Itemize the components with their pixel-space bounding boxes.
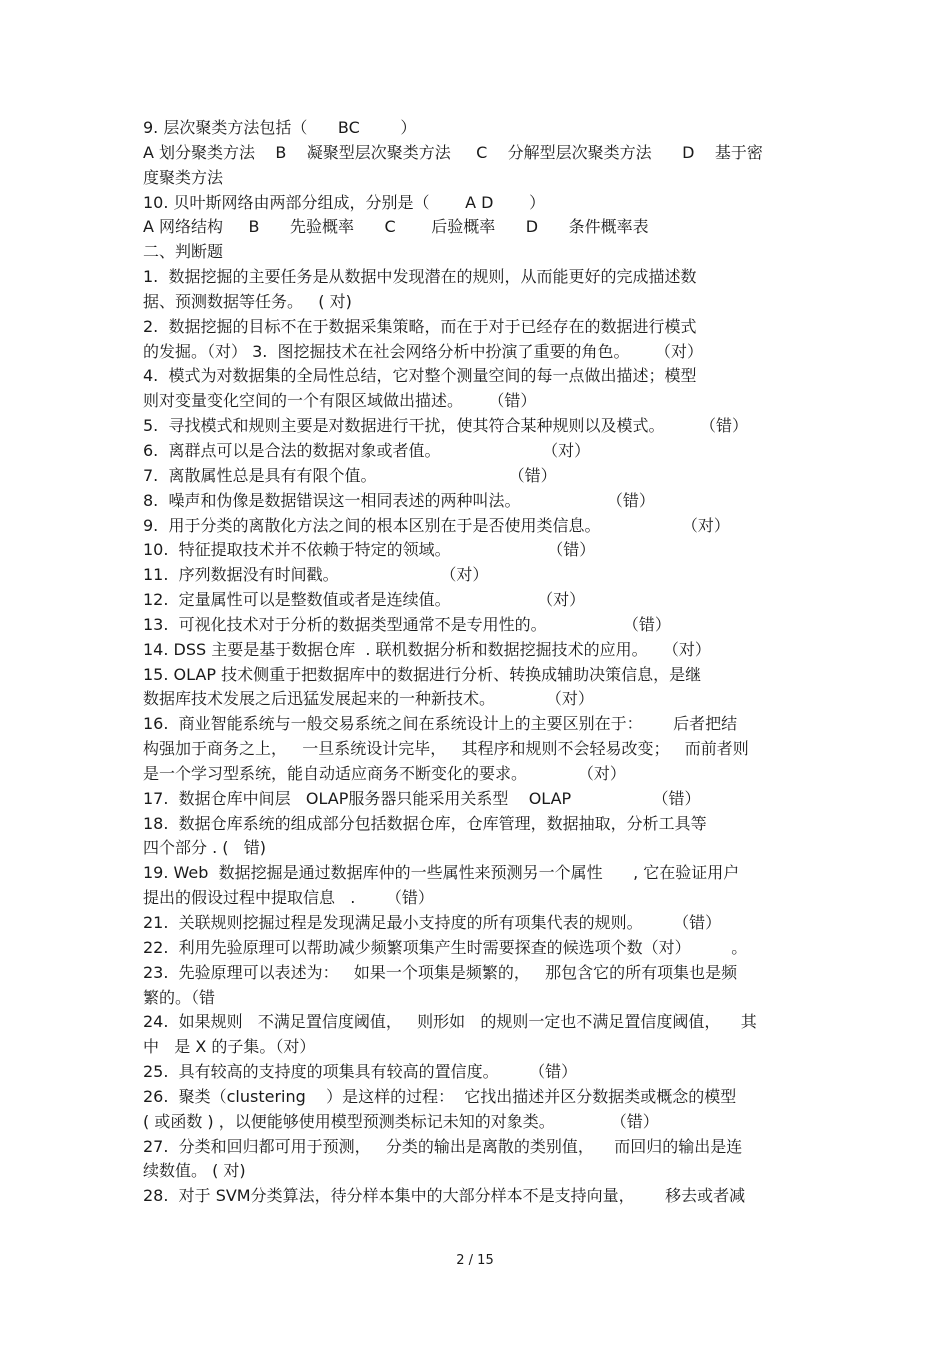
text-line: 繁的。（错 xyxy=(143,987,216,1007)
text-line: 8. 噪声和伪像是数据错误这一相同表述的两种叫法。 （错） xyxy=(143,490,655,510)
document-body xyxy=(143,116,808,1209)
text-line: 28. 对于 SVM分类算法，待分样本集中的大部分样本不是支持向量， 移去或者减 xyxy=(143,1186,746,1206)
text-line: 26. 聚类（clustering ）是这样的过程： 它找出描述并区分数据类或概念的模型 xyxy=(143,1086,737,1106)
text-line: 续数值。 ( 对) xyxy=(143,1161,246,1181)
text-line: 10. 特征提取技术并不依赖于特定的领域。 （错） xyxy=(143,540,596,560)
text-line: 9. 层次聚类方法包括（ BC ） xyxy=(143,118,417,137)
text-line: 4. 模式为对数据集的全局性总结，它对整个测量空间的每一点做出描述；模型 xyxy=(143,366,697,386)
text-line: 提出的假设过程中提取信息 . （错） xyxy=(143,888,434,908)
text-line: 16. 商业智能系统与一般交易系统之间在系统设计上的主要区别在于： 后者把结 xyxy=(143,714,738,734)
text-line: 二、判断题 xyxy=(143,242,224,262)
text-line: 19. Web 数据挖掘是通过数据库仲的一些属性来预测另一个属性 , 它在验证用户 xyxy=(143,863,740,883)
text-line: A 网络结构 B 先验概率 C 后验概率 D 条件概率表 xyxy=(143,217,649,237)
text-line: 15. OLAP 技术侧重于把数据库中的数据进行分析、转换成辅助决策信息，是继 xyxy=(143,664,702,684)
text-line: 中 是 X 的子集。（对） xyxy=(143,1037,316,1057)
text-line: 度聚类方法 xyxy=(143,167,224,187)
text-line: 21. 关联规则挖掘过程是发现满足最小支持度的所有项集代表的规则。 （错） xyxy=(143,913,722,932)
text-line: 数据库技术发展之后迅猛发展起来的一种新技术。 （对） xyxy=(143,689,594,709)
text-line: 6. 离群点可以是合法的数据对象或者值。 （对） xyxy=(143,440,591,460)
text-line: 的发掘。（对） 3. 图挖掘技术在社会网络分析中扮演了重要的角色。 （对） xyxy=(143,341,703,361)
text-line: 据、预测数据等任务。 ( 对) xyxy=(143,291,352,311)
text-line: 27. 分类和回归都可用于预测， 分类的输出是离散的类别值， 而回归的输出是连 xyxy=(143,1136,743,1156)
text-line: 5. 寻找模式和规则主要是对数据进行干扰，使其符合某种规则以及模式。 （错） xyxy=(143,416,749,436)
page-number: 2 / 15 xyxy=(456,1253,494,1268)
text-line: 25. 具有较高的支持度的项集具有较高的置信度。 （错） xyxy=(143,1062,578,1082)
text-line: 四个部分 . ( 错) xyxy=(143,838,267,858)
text-line: 24. 如果规则 不满足置信度阈值， 则形如 的规则一定也不满足置信度阈值， 其 xyxy=(143,1012,757,1032)
text-line: 18. 数据仓库系统的组成部分包括数据仓库，仓库管理，数据抽取，分析工具等 xyxy=(143,813,707,833)
text-line: 17. 数据仓库中间层 OLAP服务器只能采用关系型 OLAP （错） xyxy=(143,788,701,808)
text-line: 11. 序列数据没有时间戳。 （对） xyxy=(143,565,489,585)
text-line: 13. 可视化技术对于分析的数据类型通常不是专用性的。 （错） xyxy=(143,614,671,634)
text-line: ( 或函数 ) ，以便能够使用模型预测类标记未知的对象类。 （错） xyxy=(143,1111,659,1131)
text-line: 22. 利用先验原理可以帮助减少频繁项集产生时需要探查的候选项个数（对） 。 xyxy=(143,937,748,957)
text-line: 23. 先验原理可以表述为： 如果一个项集是频繁的， 那包含它的所有项集也是频 xyxy=(143,962,738,982)
text-line: A 划分聚类方法 B 凝聚型层次聚类方法 C 分解型层次聚类方法 D 基于密 xyxy=(143,142,763,162)
text-line: 1. 数据挖掘的主要任务是从数据中发现潜在的规则，从而能更好的完成描述数 xyxy=(143,267,697,287)
text-line: 9. 用于分类的离散化方法之间的根本区别在于是否使用类信息。 （对） xyxy=(143,515,730,535)
text-line: 是一个学习型系统，能自动适应商务不断变化的要求。 （对） xyxy=(143,763,626,783)
text-line: 14. DSS 主要是基于数据仓库 . 联机数据分析和数据挖掘技术的应用。 （对） xyxy=(143,639,711,659)
text-line: 12. 定量属性可以是整数值或者是连续值。 （对） xyxy=(143,590,586,610)
text-line: 7. 离散属性总是具有有限个值。 （错） xyxy=(143,465,557,485)
text-line: 10. 贝叶斯网络由两部分组成，分别是（ A D ） xyxy=(143,192,546,212)
text-line: 则对变量变化空间的一个有限区域做出描述。 （错） xyxy=(143,391,537,411)
text-line: 构强加于商务之上， 一旦系统设计完毕， 其程序和规则不会轻易改变； 而前者则 xyxy=(143,739,749,759)
text-line: 2. 数据挖掘的目标不在于数据采集策略，而在于对于已经存在的数据进行模式 xyxy=(143,316,697,336)
